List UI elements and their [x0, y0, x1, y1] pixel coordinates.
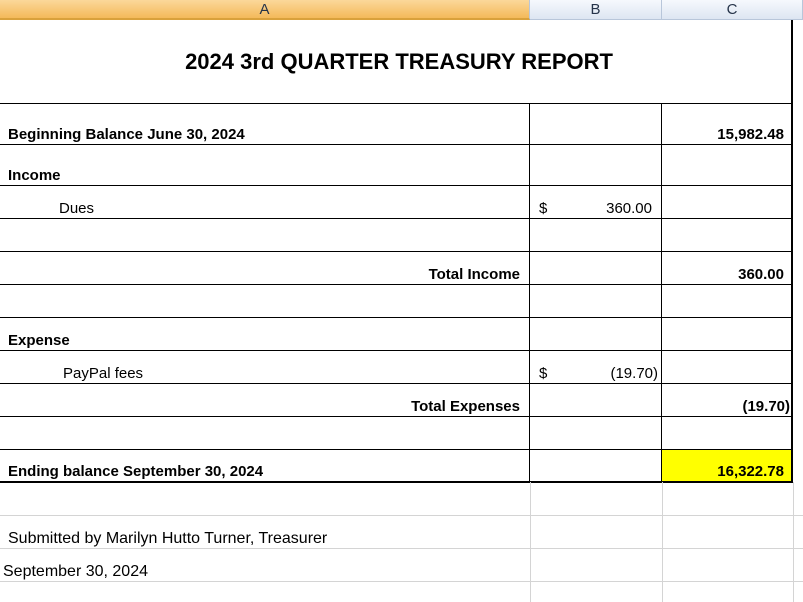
submitted-by: Submitted by Marilyn Hutto Turner, Treasurer	[8, 530, 328, 547]
row-border	[0, 251, 792, 252]
row-border	[0, 416, 792, 417]
column-border	[661, 103, 662, 482]
row-border	[0, 284, 792, 285]
column-header-a[interactable]: A	[0, 0, 530, 20]
gridline	[530, 482, 531, 602]
column-border	[791, 20, 793, 482]
income-label: Income	[8, 167, 61, 184]
dues-label: Dues	[59, 200, 95, 217]
dues-currency: $	[539, 200, 548, 217]
column-header-b[interactable]: B	[530, 0, 662, 20]
gridline	[0, 548, 803, 549]
row-border	[0, 218, 792, 219]
column-header-c[interactable]: C	[662, 0, 803, 20]
gridline	[0, 515, 803, 516]
dues-value[interactable]: 360.00	[606, 200, 652, 217]
expense-label: Expense	[8, 332, 70, 349]
gridline	[662, 482, 663, 602]
row-border	[0, 481, 793, 483]
total-income-label: Total Income	[428, 266, 520, 283]
paypal-currency: $	[539, 365, 548, 382]
row-border	[0, 383, 792, 384]
row-border	[0, 103, 792, 104]
report-title: 2024 3rd QUARTER TREASURY REPORT	[185, 49, 613, 74]
paypal-fees-label: PayPal fees	[63, 365, 144, 382]
beginning-balance-label: Beginning Balance June 30, 2024	[8, 126, 245, 143]
row-border	[0, 449, 792, 450]
row-border	[0, 350, 792, 351]
gridline	[793, 482, 794, 602]
row-border	[0, 317, 792, 318]
row-border	[0, 185, 792, 186]
column-border	[529, 103, 530, 482]
total-expenses-label: Total Expenses	[411, 398, 520, 415]
row-border	[0, 144, 792, 145]
total-expenses-value[interactable]: (19.70)	[742, 398, 790, 415]
beginning-balance-value[interactable]: 15,982.48	[717, 126, 784, 143]
report-date: September 30, 2024	[3, 563, 148, 580]
gridline	[0, 581, 803, 582]
ending-balance-value[interactable]: 16,322.78	[717, 463, 784, 480]
ending-balance-label: Ending balance September 30, 2024	[8, 463, 264, 480]
total-income-value[interactable]: 360.00	[738, 266, 784, 283]
paypal-fees-value[interactable]: (19.70)	[610, 365, 658, 382]
